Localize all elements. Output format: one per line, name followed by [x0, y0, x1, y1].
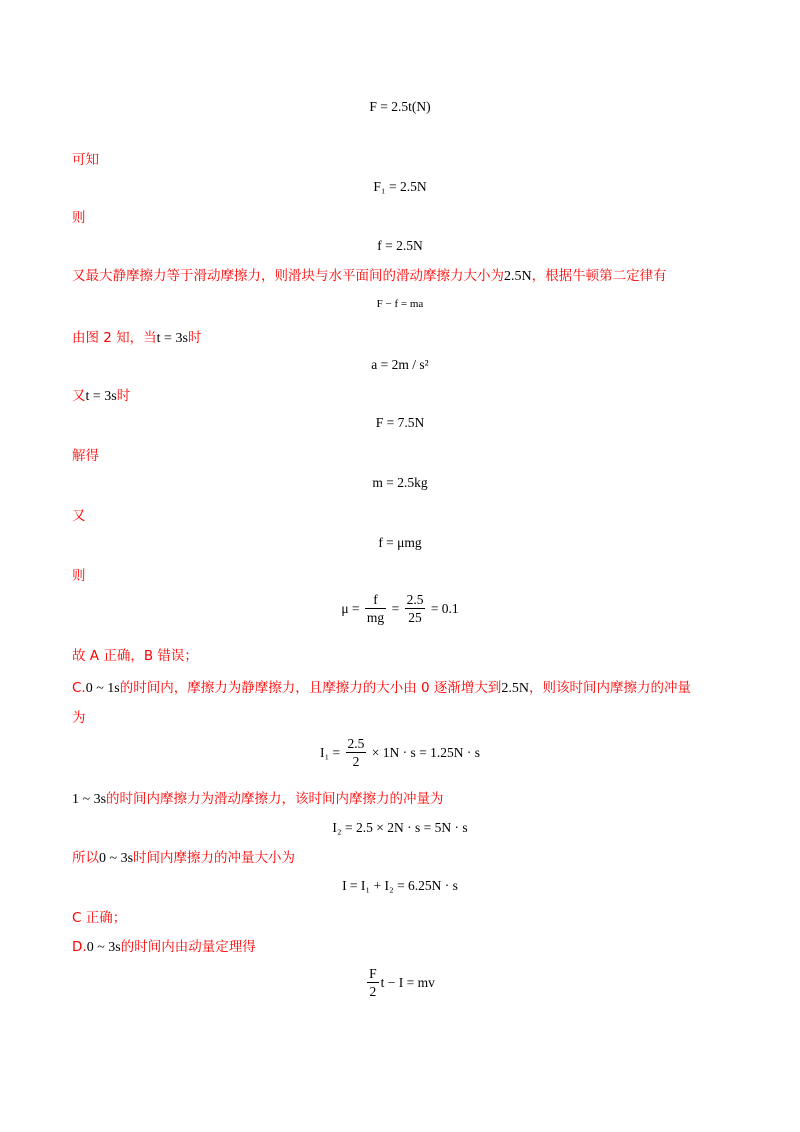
text-jiede: 解得: [72, 448, 99, 464]
text-ze-2: 则: [72, 568, 86, 584]
fraction-numerator: F: [369, 966, 377, 981]
fraction-denominator: 25: [405, 608, 426, 626]
mu-rhs: = 0.1: [430, 600, 459, 616]
fraction-numerator: 2.5: [347, 736, 365, 751]
text-figure-2: [72, 328, 201, 349]
math-1-3s: 1 ~ 3s: [72, 792, 107, 807]
text-you-a: 又: [72, 388, 86, 404]
math-t-3s-2: t = 3s: [85, 389, 117, 404]
text-max-static-friction: [72, 266, 667, 287]
text-option-d: [72, 937, 256, 958]
math-t-3s: t = 3s: [156, 331, 188, 346]
mu-mid: =: [391, 600, 400, 616]
i1-rhs: × 1N · s = 1.25N · s: [371, 744, 481, 760]
text-max-a: 又最大静摩擦力等于滑动摩擦力，则滑块与水平面间的滑动摩擦力大小为: [72, 268, 504, 284]
text-c-correct: C 正确；: [72, 910, 127, 926]
equation-acceleration: a = 2m / s²: [371, 357, 429, 372]
text-option-c: [72, 678, 691, 699]
mu-lhs: μ =: [341, 600, 360, 616]
fraction-denominator: 2: [367, 982, 379, 1000]
equation-f1: F₁ = 2.5N: [373, 179, 427, 194]
equation-newton: F − f = ma: [376, 298, 424, 310]
fraction-numerator: 2.5: [406, 592, 424, 607]
equation-F-7.5: F = 7.5N: [375, 415, 425, 430]
text-kezhi: 可知: [72, 152, 99, 168]
text-fig2-a: 由图 2 知，当: [72, 330, 157, 346]
text-d-a: D.: [72, 939, 87, 955]
equation-impulse-1: [0, 735, 800, 770]
equation-impulse-2: I₂ = 2.5 × 2N · s = 5N · s: [332, 820, 468, 835]
equation-impulse-total: I = I₁ + I₂ = 6.25N · s: [342, 878, 458, 893]
math-0-1s: 0 ~ 1s: [85, 681, 120, 696]
math-2.5N-2: 2.5N: [501, 681, 530, 696]
fraction-2.5-over-25: [405, 591, 426, 626]
text-sum-a: 所以: [72, 850, 99, 866]
equation-mass: m = 2.5kg: [372, 475, 428, 490]
text-c-a: C.: [72, 680, 86, 696]
text-sum: [72, 848, 295, 869]
math-0-3s-2: 0 ~ 3s: [86, 940, 121, 955]
text-fig2-b: 时: [187, 330, 202, 346]
math-2.5N: 2.5N: [504, 269, 532, 284]
fraction-denominator: mg: [366, 610, 385, 625]
text-d-b: 的时间内由动量定理得: [120, 939, 256, 955]
equation-friction: f = 2.5N: [377, 238, 423, 253]
fraction-numerator: f: [373, 592, 378, 607]
text-max-b: ，根据牛顿第二定律有: [531, 268, 667, 284]
text-conclusion-ab: 故 A 正确，B 错误；: [72, 648, 198, 664]
text-1-3s: [72, 789, 444, 810]
i1-lhs: I₁ =: [319, 744, 341, 760]
fraction-f-over-mg: [365, 591, 386, 626]
text-c-c: ，则该时间内摩擦力的冲量: [529, 680, 692, 696]
fraction-denominator: 2: [346, 752, 367, 770]
text-c-b: 的时间内，摩擦力为静摩擦力，且摩擦力的大小由 0 逐渐增大到: [119, 680, 502, 696]
equation-momentum: [0, 965, 800, 1000]
equation-f-mu-mg: f = μmg: [378, 535, 422, 550]
equation-mu: [0, 591, 800, 626]
text-c-wei: 为: [72, 710, 86, 726]
equation-force: F = 2.5t(N): [369, 99, 431, 114]
text-you-t3s: [72, 386, 130, 407]
fraction-F-over-2: [367, 965, 379, 1000]
text-you-2: 又: [72, 508, 86, 524]
momentum-rhs: t − I = mv: [380, 974, 435, 990]
text-sum-b: 时间内摩擦力的冲量大小为: [133, 850, 296, 866]
math-0-3s: 0 ~ 3s: [99, 851, 134, 866]
text-ze-1: 则: [72, 210, 86, 226]
fraction-2.5-over-2: [346, 735, 367, 770]
text-13-b: 的时间内摩擦力为滑动摩擦力，该时间内摩擦力的冲量为: [106, 791, 444, 807]
text-you-b: 时: [116, 388, 131, 404]
